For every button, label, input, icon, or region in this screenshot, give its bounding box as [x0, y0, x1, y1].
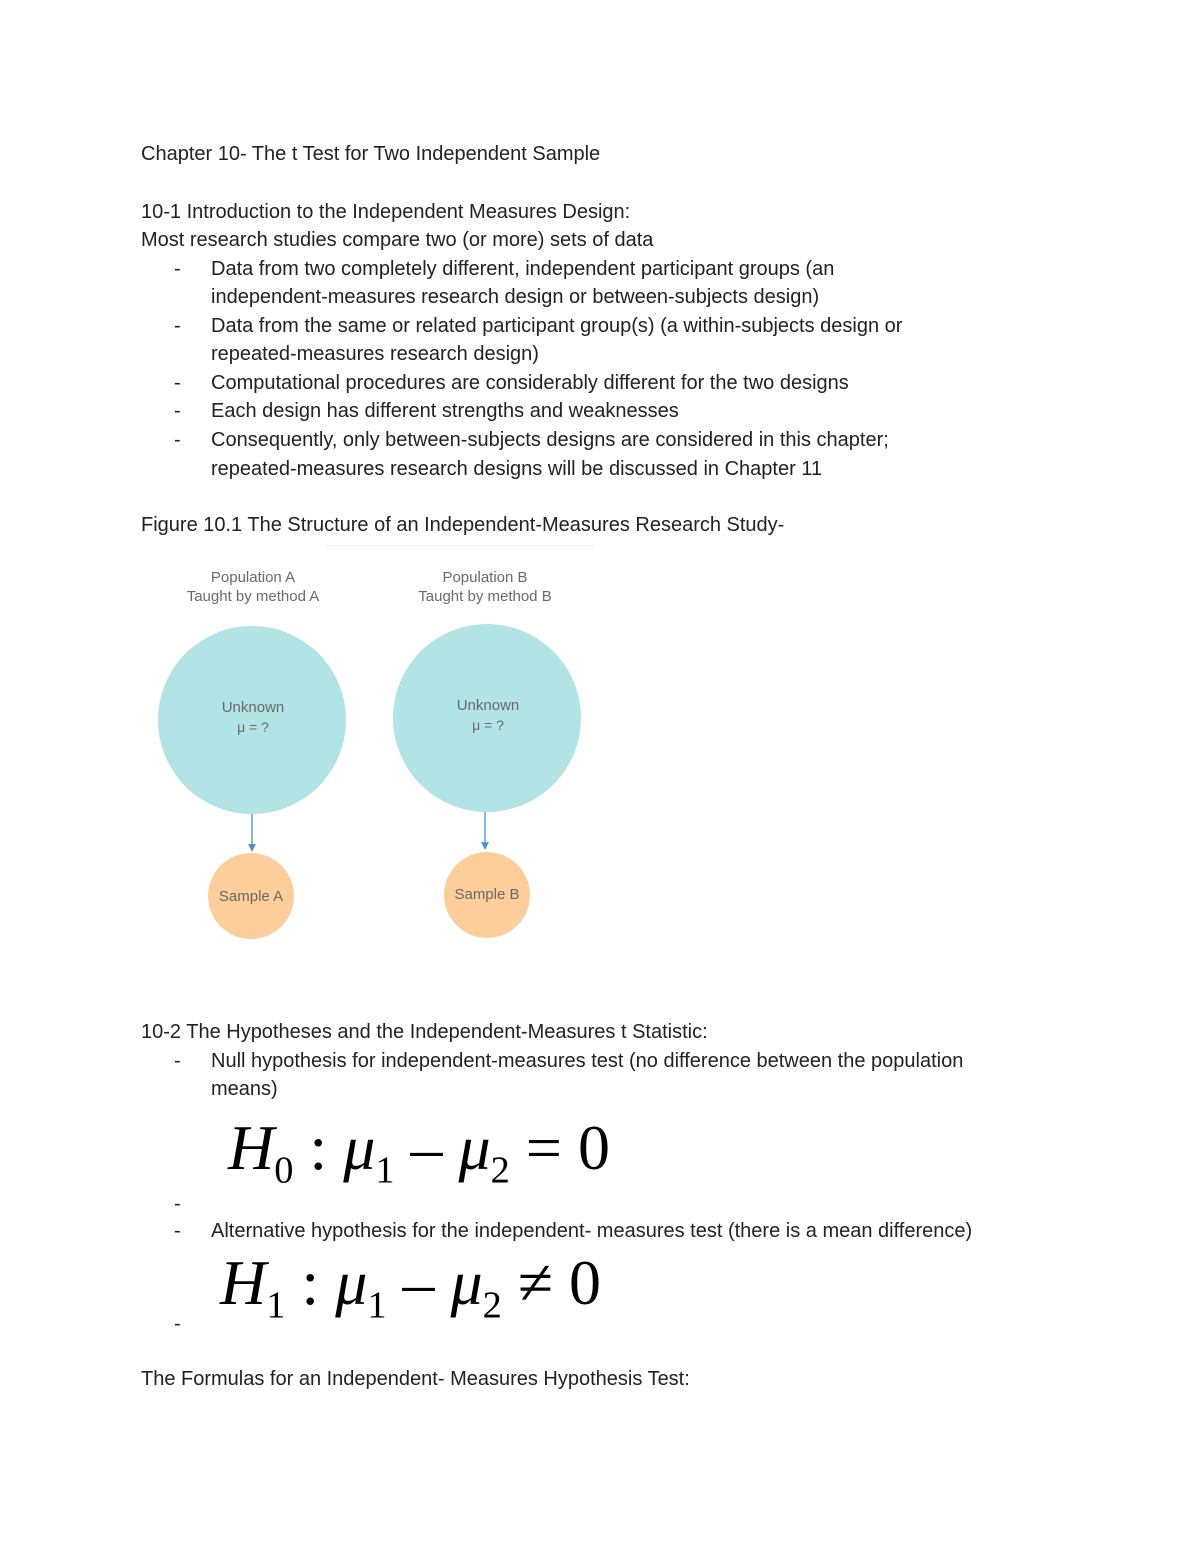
eq-mu-1-subscript: 1	[367, 1284, 387, 1327]
chapter-title: Chapter 10- The t Test for Two Independent Sample	[141, 143, 601, 165]
null-hypothesis-line-1: Null hypothesis for independent-measures test (no difference between the population	[211, 1050, 964, 1072]
eq-h-subscript: 0	[274, 1149, 294, 1192]
bullet-mark: -	[174, 1313, 181, 1335]
bullet-mark: -	[174, 258, 181, 280]
population-a-mu: μ = ?	[237, 719, 269, 735]
eq-equals: =	[525, 1112, 562, 1183]
diagram-svg	[150, 545, 600, 955]
bullet-4-line-1: Each design has different strengths and weaknesses	[211, 400, 679, 422]
eq-colon: :	[309, 1112, 328, 1183]
eq-mu-1: μ	[343, 1112, 376, 1183]
bullet-mark: -	[174, 315, 181, 337]
bullet-1-line-2: independent-measures research design or between-subjects design)	[211, 286, 820, 308]
sample-b-label: Sample B	[454, 886, 520, 903]
eq-mu-1: μ	[335, 1247, 368, 1318]
bullet-mark: -	[174, 1193, 181, 1215]
eq-mu-2-subscript: 2	[490, 1149, 510, 1192]
eq-h-subscript: 1	[266, 1284, 286, 1327]
population-a-unknown: Unknown	[221, 699, 285, 716]
population-b-mu: μ = ?	[472, 717, 504, 733]
alternative-hypothesis-text: Alternative hypothesis for the independent- measures test (there is a mean difference)	[211, 1220, 973, 1242]
bullet-5-line-2: repeated-measures research designs will be discussed in Chapter 11	[211, 458, 823, 480]
eq-h: H	[228, 1112, 275, 1183]
sample-a-label: Sample A	[218, 888, 284, 905]
bullet-1-line-1: Data from two completely different, independent participant groups (an	[211, 258, 835, 280]
figure-caption: Figure 10.1 The Structure of an Independent-Measures Research Study-	[141, 514, 785, 536]
null-hypothesis-equation	[228, 1112, 610, 1206]
bullet-3-line-1: Computational procedures are considerably different for the two designs	[211, 372, 849, 394]
eq-mu-2: μ	[458, 1112, 491, 1183]
formulas-heading: The Formulas for an Independent- Measures Hypothesis Test:	[141, 1368, 690, 1390]
bullet-2-line-1: Data from the same or related participant group(s) (a within-subjects design or	[211, 315, 903, 337]
eq-mu-2-subscript: 2	[482, 1284, 502, 1327]
alternative-hypothesis-equation	[220, 1247, 601, 1341]
eq-h: H	[220, 1247, 267, 1318]
bullet-mark: -	[174, 372, 181, 394]
eq-mu-1-subscript: 1	[375, 1149, 395, 1192]
bullet-2-line-2: repeated-measures research design)	[211, 343, 539, 365]
independent-measures-diagram	[150, 545, 600, 955]
population-b-unknown: Unknown	[456, 697, 520, 714]
eq-mu-2: μ	[450, 1247, 483, 1318]
figure-divider	[325, 545, 595, 546]
bullet-5-line-1: Consequently, only between-subjects designs are considered in this chapter;	[211, 429, 889, 451]
eq-minus: –	[410, 1112, 443, 1183]
bullet-mark: -	[174, 1220, 181, 1242]
bullet-mark: -	[174, 429, 181, 451]
null-hypothesis-line-2: means)	[211, 1078, 278, 1100]
eq-zero: 0	[568, 1247, 601, 1318]
bullet-mark: -	[174, 400, 181, 422]
eq-zero: 0	[577, 1112, 610, 1183]
section-10-1-intro: Most research studies compare two (or more) sets of data	[141, 229, 654, 251]
section-10-1-heading: 10-1 Introduction to the Independent Measures Design:	[141, 201, 631, 223]
population-a-label: Population A	[210, 569, 296, 586]
population-a-method: Taught by method A	[186, 588, 320, 605]
bullet-mark: -	[174, 1050, 181, 1072]
population-b-method: Taught by method B	[418, 588, 552, 605]
eq-not-equals: ≠	[517, 1247, 553, 1318]
population-b-label: Population B	[442, 569, 528, 586]
section-10-2-heading: 10-2 The Hypotheses and the Independent-Measures t Statistic:	[141, 1021, 708, 1043]
eq-colon: :	[301, 1247, 320, 1318]
eq-minus: –	[402, 1247, 435, 1318]
